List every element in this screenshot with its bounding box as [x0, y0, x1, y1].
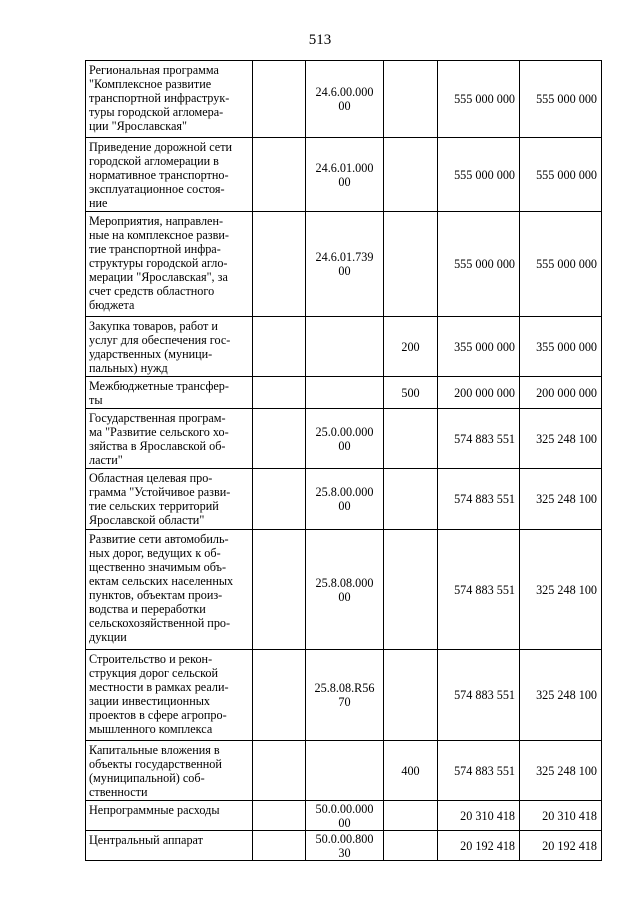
item-name: Приведение дорожной сети городской агломерации в нормативное транспортно- эксплуатационное состоя- ние [86, 138, 253, 212]
target-article-code: 25.8.00.000 00 [306, 469, 384, 530]
table-row [86, 138, 602, 212]
target-article-code [306, 377, 384, 409]
table-row [86, 741, 602, 801]
amount-year-2: 325 248 100 [520, 409, 602, 469]
expense-type-code [384, 212, 438, 317]
target-article-code: 24.6.00.000 00 [306, 61, 384, 138]
expense-type-code [384, 831, 438, 861]
expense-type-code [384, 530, 438, 650]
empty-cell [253, 741, 306, 801]
amount-year-2: 325 248 100 [520, 741, 602, 801]
expense-type-code [384, 801, 438, 831]
amount-year-1: 555 000 000 [438, 138, 520, 212]
expense-type-code [384, 650, 438, 741]
expense-type-code: 500 [384, 377, 438, 409]
amount-year-1: 555 000 000 [438, 61, 520, 138]
amount-year-2: 325 248 100 [520, 530, 602, 650]
empty-cell [253, 61, 306, 138]
amount-year-1: 355 000 000 [438, 317, 520, 377]
amount-year-1: 574 883 551 [438, 530, 520, 650]
amount-year-1: 20 192 418 [438, 831, 520, 861]
amount-year-2: 325 248 100 [520, 469, 602, 530]
empty-cell [253, 831, 306, 861]
target-article-code: 50.0.00.800 30 [306, 831, 384, 861]
page-number: 513 [308, 32, 332, 48]
table-row [86, 831, 602, 861]
target-article-code: 25.0.00.000 00 [306, 409, 384, 469]
target-article-code: 24.6.01.739 00 [306, 212, 384, 317]
item-name: Мероприятия, направлен- ные на комплексное разви- тие транспортной инфра- структуры городской агло- мерации "Ярославская", за счет средств областного бюджета [86, 212, 253, 317]
table-row [86, 469, 602, 530]
amount-year-1: 20 310 418 [438, 801, 520, 831]
item-name: Развитие сети автомобиль- ных дорог, ведущих к об- щественно значимым объ- ектам сельских населенных пунктов, объектам произ- водства и переработки сельскохозяйственной про- дукции [86, 530, 253, 650]
amount-year-2: 355 000 000 [520, 317, 602, 377]
empty-cell [253, 409, 306, 469]
expense-type-code [384, 61, 438, 138]
budget-table [85, 60, 602, 861]
table-row [86, 409, 602, 469]
target-article-code [306, 741, 384, 801]
empty-cell [253, 801, 306, 831]
amount-year-1: 200 000 000 [438, 377, 520, 409]
empty-cell [253, 377, 306, 409]
expense-type-code: 200 [384, 317, 438, 377]
empty-cell [253, 530, 306, 650]
amount-year-2: 555 000 000 [520, 61, 602, 138]
target-article-code: 50.0.00.000 00 [306, 801, 384, 831]
target-article-code [306, 317, 384, 377]
amount-year-1: 574 883 551 [438, 469, 520, 530]
amount-year-2: 20 192 418 [520, 831, 602, 861]
table-row [86, 650, 602, 741]
target-article-code: 25.8.08.R56 70 [306, 650, 384, 741]
expense-type-code [384, 409, 438, 469]
table-row [86, 801, 602, 831]
empty-cell [253, 650, 306, 741]
item-name: Закупка товаров, работ и услуг для обеспечения гос- ударственных (муници- пальных) нужд [86, 317, 253, 377]
table-row [86, 317, 602, 377]
amount-year-2: 555 000 000 [520, 212, 602, 317]
empty-cell [253, 212, 306, 317]
item-name: Центральный аппарат [86, 831, 253, 861]
target-article-code: 25.8.08.000 00 [306, 530, 384, 650]
table-row [86, 212, 602, 317]
amount-year-1: 574 883 551 [438, 650, 520, 741]
table-row [86, 61, 602, 138]
amount-year-1: 555 000 000 [438, 212, 520, 317]
item-name: Государственная програм- ма "Развитие сельского хо- зяйства в Ярославской об- ласти" [86, 409, 253, 469]
empty-cell [253, 138, 306, 212]
expense-type-code [384, 469, 438, 530]
amount-year-1: 574 883 551 [438, 741, 520, 801]
expense-type-code: 400 [384, 741, 438, 801]
amount-year-2: 555 000 000 [520, 138, 602, 212]
item-name: Областная целевая про- грамма "Устойчивое разви- тие сельских территорий Ярославской области" [86, 469, 253, 530]
target-article-code: 24.6.01.000 00 [306, 138, 384, 212]
empty-cell [253, 469, 306, 530]
table-row [86, 530, 602, 650]
item-name: Капитальные вложения в объекты государственной (муниципальной) соб- ственности [86, 741, 253, 801]
amount-year-2: 200 000 000 [520, 377, 602, 409]
table-row [86, 377, 602, 409]
amount-year-1: 574 883 551 [438, 409, 520, 469]
amount-year-2: 20 310 418 [520, 801, 602, 831]
item-name: Непрограммные расходы [86, 801, 253, 831]
item-name: Строительство и рекон- струкция дорог сельской местности в рамках реали- зации инвестиционных проектов в сфере агропро- мышленного комплекса [86, 650, 253, 741]
expense-type-code [384, 138, 438, 212]
amount-year-2: 325 248 100 [520, 650, 602, 741]
empty-cell [253, 317, 306, 377]
item-name: Региональная программа "Комплексное развитие транспортной инфраструк- туры городской агломера- ции "Ярославская" [86, 61, 253, 138]
item-name: Межбюджетные трансфер- ты [86, 377, 253, 409]
